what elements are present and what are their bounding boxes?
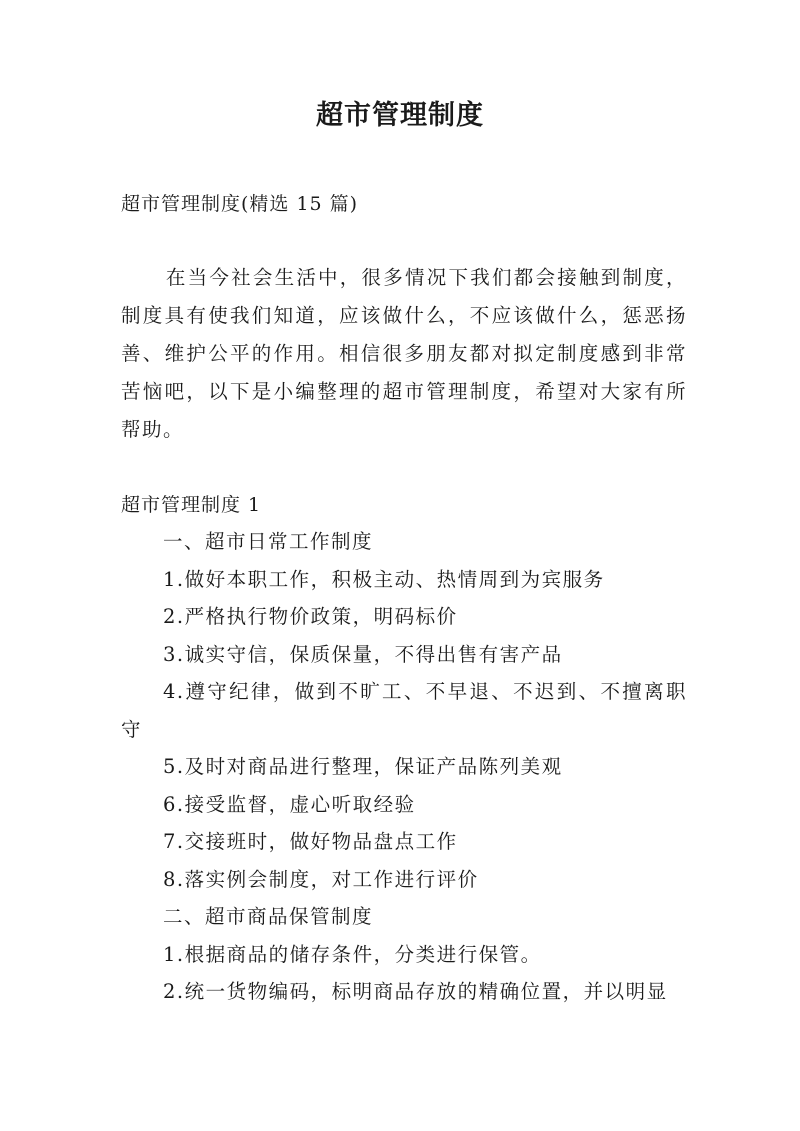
rule-item: 2.严格执行物价政策，明码标价 xyxy=(163,605,458,628)
document-subtitle: 超市管理制度(精选 15 篇) xyxy=(121,193,359,215)
rule-item: 1.做好本职工作，积极主动、热情周到为宾服务 xyxy=(163,567,605,591)
rule-item: 8.落实例会制度，对工作进行评价 xyxy=(163,867,479,891)
rule-item: 2.统一货物编码，标明商品存放的精确位置，并以明显 xyxy=(163,980,668,1003)
rule-item: 1.根据商品的储存条件，分类进行保管。 xyxy=(163,942,542,966)
rule-item: 7.交接班时，做好物品盘点工作 xyxy=(163,830,458,853)
rules-list xyxy=(121,523,687,1011)
intro-paragraph: 在当今社会生活中，很多情况下我们都会接触到制度，制度具有使我们知道，应该做什么，不应该做什么，惩恶扬善、维护公平的作用。相信很多朋友都对拟定制度感到非常苦恼吧，以下是小编整理的超市管理制度，希望对大家有所帮助。 xyxy=(121,266,687,441)
rule-item: 3.诚实守信，保质保量，不得出售有害产品 xyxy=(163,642,563,666)
section-heading: 超市管理制度 1 xyxy=(121,494,262,516)
rule-item: 4.遵守纪律，做到不旷工、不早退、不迟到、不擅离职守 xyxy=(121,680,687,741)
rule-item: 5.及时对商品进行整理，保证产品陈列美观 xyxy=(163,755,563,778)
document-title: 超市管理制度 xyxy=(316,100,484,131)
rule-item: 6.接受监督，虚心听取经验 xyxy=(163,792,416,816)
section-subheading: 二、超市商品保管制度 xyxy=(163,905,374,928)
section-subheading: 一、超市日常工作制度 xyxy=(163,530,374,553)
